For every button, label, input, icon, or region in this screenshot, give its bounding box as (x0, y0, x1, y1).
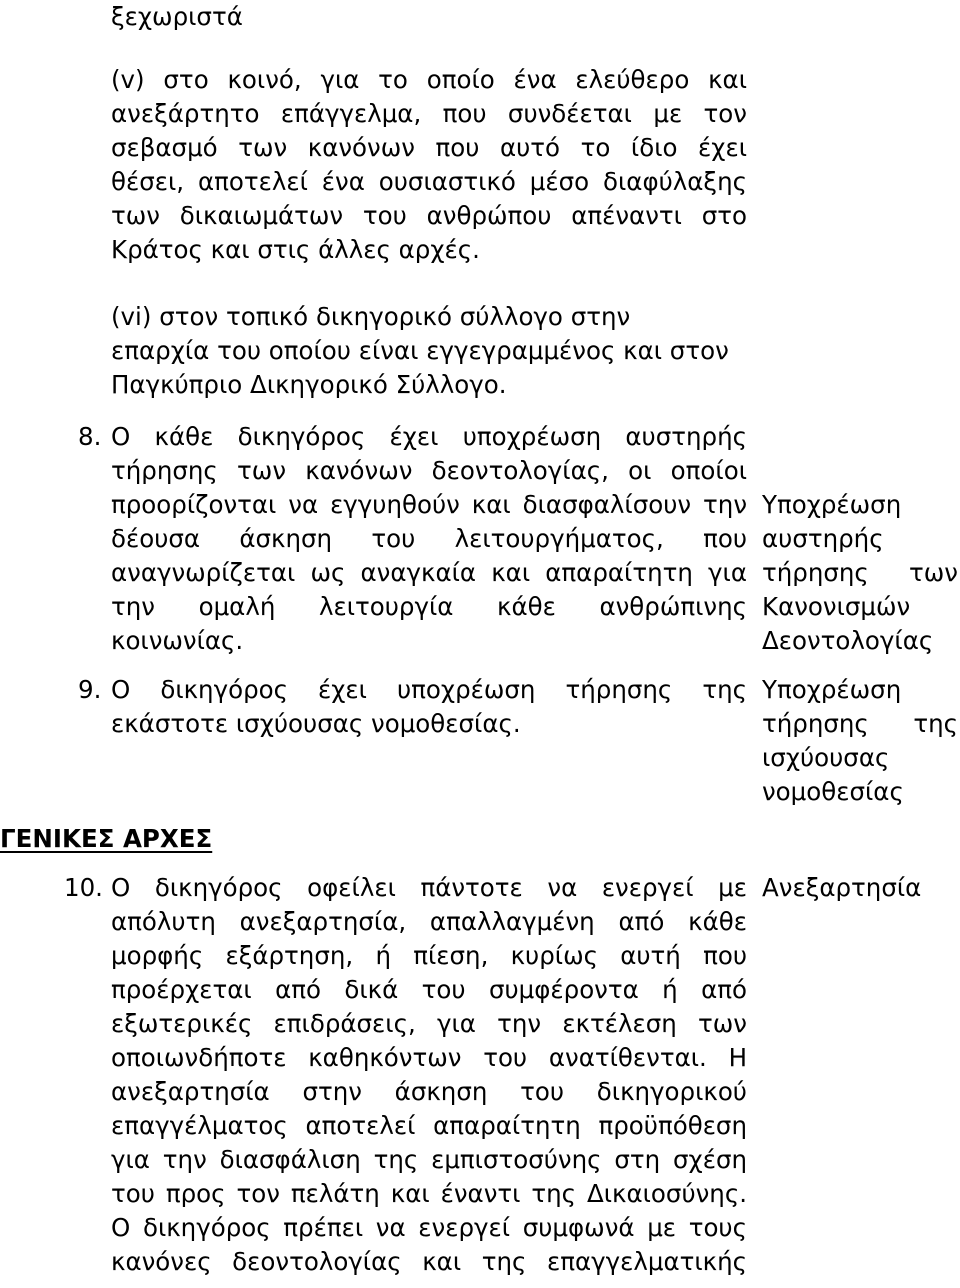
text-line: κοινωνίας. (111, 626, 244, 655)
text-line: για την διασφάλιση της εμπιστοσύνης στη σχέση (111, 1145, 747, 1174)
text-line: του προς τον πελάτη και έναντι της Δικαιοσύνης. (111, 1179, 747, 1208)
margin-line: τήρησης της (762, 709, 958, 738)
margin-note-8 (762, 488, 958, 658)
margin-line: Ανεξαρτησία (762, 873, 922, 902)
text-line: Ο δικηγόρος οφείλει πάντοτε να ενεργεί με (111, 873, 747, 902)
margin-line: Υποχρέωση (762, 490, 902, 519)
margin-line: ισχύουσας (762, 743, 890, 772)
text-line: μορφής εξάρτηση, ή πίεση, κυρίως αυτή που (111, 941, 747, 970)
paragraph-8 (111, 420, 747, 658)
margin-line: Δεοντολογίας (762, 626, 934, 655)
text-line: επαγγέλματος αποτελεί απαραίτητη προϋπόθεση (111, 1111, 747, 1140)
text-line: την ομαλή λειτουργία κάθε ανθρώπινης (111, 592, 747, 621)
paragraph-10 (111, 871, 747, 1279)
margin-line: αυστηρής (762, 524, 884, 553)
margin-line: τήρησης των (762, 558, 958, 587)
text-line: τήρησης των κανόνων δεοντολογίας, οι οποίοι (111, 456, 747, 485)
text-line: επαρχία του οποίου είναι εγγεγραμμένος και στον (111, 336, 729, 365)
item-vi (111, 300, 729, 402)
text-line: εξωτερικές επιδράσεις, για την εκτέλεση των (111, 1009, 747, 1038)
paragraph-number: 9. (78, 675, 102, 704)
paragraph-9 (111, 673, 747, 741)
text-line: (v) στο κοινό, για το οποίο ένα ελεύθερο και (111, 65, 747, 94)
section-heading: ΓΕΝΙΚΕΣ ΑΡΧΕΣ (0, 824, 213, 853)
text-line: οποιωνδήποτε καθηκόντων του ανατίθενται. Η (111, 1043, 747, 1072)
top-fragment (111, 0, 243, 34)
text-line: ανεξαρτησία στην άσκηση του δικηγορικού (111, 1077, 747, 1106)
paragraph-number: 8. (78, 422, 102, 451)
text-line: Ο δικηγόρος πρέπει να ενεργεί συμφωνά με τους (111, 1213, 747, 1242)
text-line: εκάστοτε ισχύουσας νομοθεσίας. (111, 709, 521, 738)
text-line: αναγνωρίζεται ως αναγκαία και απαραίτητη για (111, 558, 747, 587)
item-v (111, 63, 747, 267)
text-line: Παγκύπριο Δικηγορικό Σύλλογο. (111, 370, 507, 399)
text-line: Ο κάθε δικηγόρος έχει υποχρέωση αυστηρής (111, 422, 747, 451)
text-line: σεβασμό των κανόνων που αυτό το ίδιο έχει (111, 133, 747, 162)
text-line: ανεξάρτητο επάγγελμα, που συνδέεται με τον (111, 99, 747, 128)
text-line: θέσει, αποτελεί ένα ουσιαστικό μέσο διαφύλαξης (111, 167, 747, 196)
text-line: ξεχωριστά (111, 2, 243, 31)
margin-note-10 (762, 871, 958, 905)
text-line: δέουσα άσκηση του λειτουργήματος, που (111, 524, 747, 553)
margin-line: νομοθεσίας (762, 777, 904, 806)
text-line: Κράτος και στις άλλες αρχές. (111, 235, 480, 264)
text-line: απόλυτη ανεξαρτησία, απαλλαγμένη από κάθε (111, 907, 747, 936)
margin-note-9 (762, 673, 958, 809)
margin-line: Κανονισμών (762, 592, 911, 621)
text-line: Ο δικηγόρος έχει υποχρέωση τήρησης της (111, 675, 747, 704)
text-line: (vi) στον τοπικό δικηγορικό σύλλογο στην (111, 302, 631, 331)
text-line: των δικαιωμάτων του ανθρώπου απέναντι στο (111, 201, 747, 230)
text-line: προορίζονται να εγγυηθούν και διασφαλίσουν την (111, 490, 747, 519)
text-line: κανόνες δεοντολογίας και της επαγγελματικής (111, 1247, 747, 1276)
margin-line: Υποχρέωση (762, 675, 902, 704)
paragraph-number: 10. (64, 873, 103, 902)
text-line: προέρχεται από δικά του συμφέροντα ή από (111, 975, 747, 1004)
